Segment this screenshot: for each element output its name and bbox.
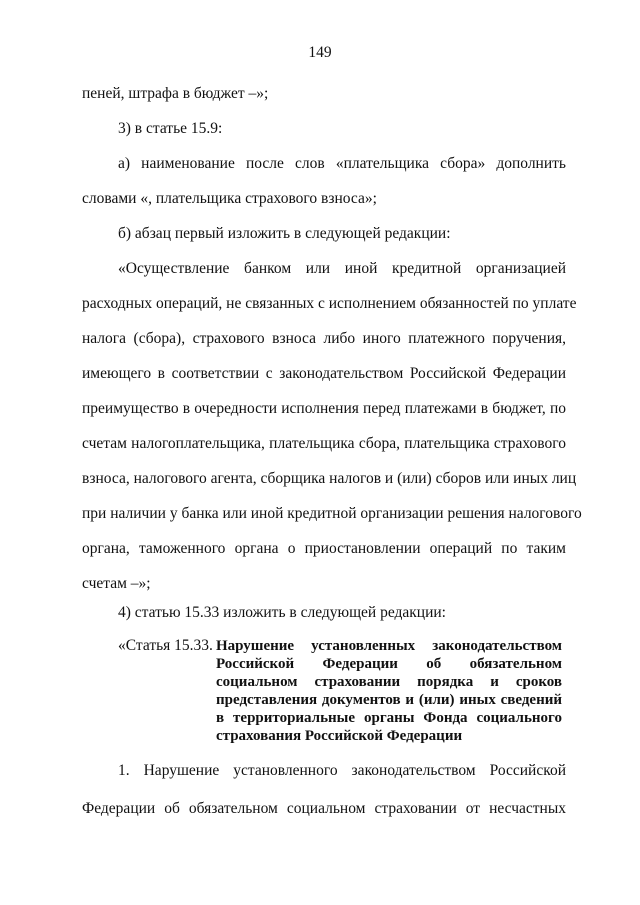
text-line: 3) в статье 15.9:	[118, 120, 223, 137]
text-line: б) абзац первый изложить в следующей редакции:	[118, 225, 451, 242]
text-line: 4) статью 15.33 изложить в следующей редакции:	[118, 604, 446, 621]
text-line: имеющего в соответствии с законодательством Российской Федерации	[82, 365, 566, 382]
text-line: преимущество в очередности исполнения перед платежами в бюджет, по	[82, 400, 566, 417]
text-line: налога (сбора), страхового взноса либо иного платежного поручения,	[82, 330, 566, 347]
text-line: пеней, штрафа в бюджет –»;	[82, 85, 269, 102]
article-label: «Статья 15.33.	[118, 637, 213, 654]
article-heading-line: в территориальные органы Фонда социального	[216, 710, 562, 726]
text-line: при наличии у банка или иной кредитной организации решения налогового	[82, 505, 582, 522]
text-line: органа, таможенного органа о приостановлении операций по таким	[82, 540, 566, 557]
page-number: 149	[308, 44, 332, 61]
text-line: взноса, налогового агента, сборщика налогов и (или) сборов или иных лиц	[82, 470, 577, 487]
text-line: «Осуществление банком или иной кредитной организацией	[118, 260, 566, 277]
article-heading-line: Российской Федерации об обязательном	[216, 656, 562, 672]
article-heading-line: страхования Российской Федерации	[216, 728, 463, 744]
text-line: словами «, плательщика страхового взноса»;	[82, 190, 377, 207]
text-line: счетам –»;	[82, 575, 151, 592]
text-line: расходных операций, не связанных с исполнением обязанностей по уплате	[82, 295, 577, 312]
text-line: 1. Нарушение установленного законодательством Российской	[118, 762, 566, 779]
article-heading-line: представления документов и (или) иных сведений	[216, 692, 562, 708]
text-line: Федерации об обязательном социальном страховании от несчастных	[82, 800, 566, 817]
article-heading-line: социальном страховании порядка и сроков	[216, 674, 562, 690]
article-heading-line: Нарушение установленных законодательством	[216, 638, 562, 654]
text-line: счетам налогоплательщика, плательщика сбора, плательщика страхового	[82, 435, 566, 452]
text-line: а) наименование после слов «плательщика сбора» дополнить	[118, 155, 566, 172]
